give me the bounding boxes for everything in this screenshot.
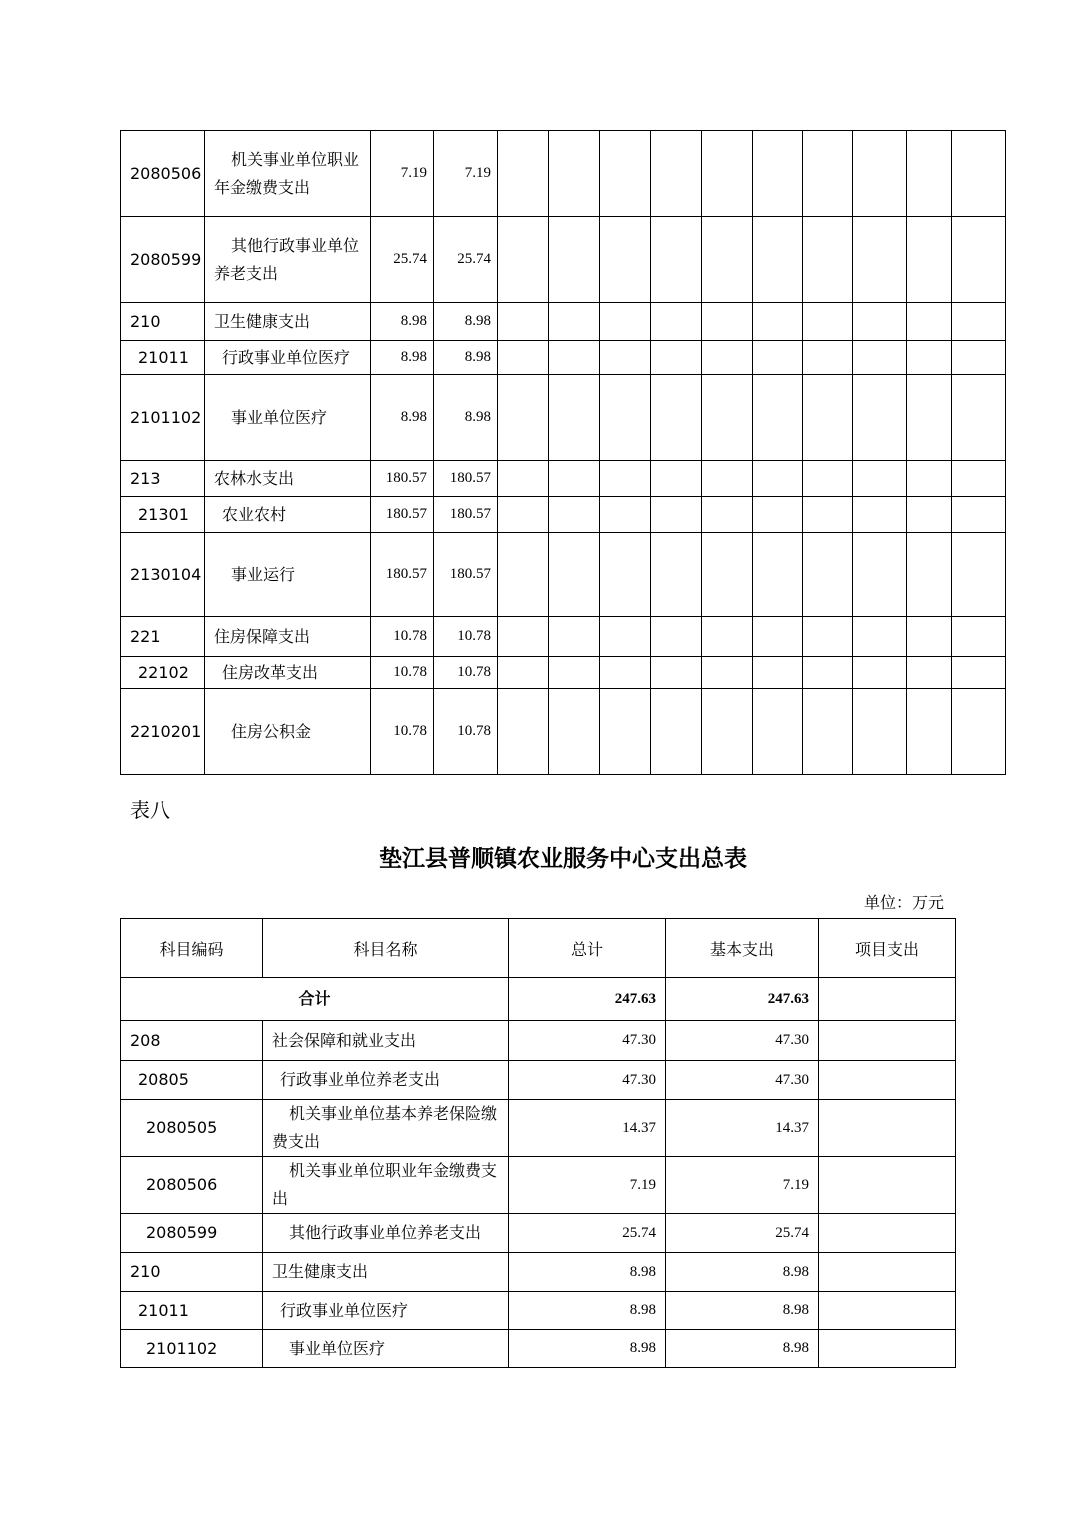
empty-cell xyxy=(907,341,952,375)
row-total: 10.78 xyxy=(371,617,434,657)
empty-cell xyxy=(651,341,702,375)
empty-cell xyxy=(651,533,702,617)
row-name: 事业单位医疗 xyxy=(263,1330,509,1368)
empty-cell xyxy=(952,303,1006,341)
empty-cell xyxy=(549,689,600,775)
table-row xyxy=(121,689,1006,775)
table-row xyxy=(121,533,1006,617)
row-total: 47.30 xyxy=(509,1021,666,1061)
row-basic: 10.78 xyxy=(434,689,498,775)
row-project xyxy=(819,1157,956,1214)
empty-cell xyxy=(702,533,753,617)
header-project: 项目支出 xyxy=(819,919,956,978)
empty-cell xyxy=(853,303,907,341)
empty-cell xyxy=(600,303,651,341)
row-code: 2080599 xyxy=(121,217,205,303)
empty-cell xyxy=(651,461,702,497)
empty-cell xyxy=(907,303,952,341)
row-code: 2101102 xyxy=(121,375,205,461)
table-row xyxy=(121,1330,956,1368)
row-name: 住房保障支出 xyxy=(205,617,371,657)
empty-cell xyxy=(702,617,753,657)
row-code: 213 xyxy=(121,461,205,497)
total-row xyxy=(121,978,956,1021)
empty-cell xyxy=(549,131,600,217)
empty-cell xyxy=(803,303,853,341)
row-name: 机关事业单位职业年金缴费支出 xyxy=(205,131,371,217)
row-total: 47.30 xyxy=(509,1061,666,1100)
empty-cell xyxy=(907,533,952,617)
row-name: 住房公积金 xyxy=(205,689,371,775)
header-code: 科目编码 xyxy=(121,919,263,978)
row-name: 其他行政事业单位养老支出 xyxy=(263,1214,509,1253)
table-row xyxy=(121,1100,956,1157)
empty-cell xyxy=(952,497,1006,533)
empty-cell xyxy=(803,131,853,217)
table-row xyxy=(121,1214,956,1253)
empty-cell xyxy=(549,533,600,617)
empty-cell xyxy=(498,497,549,533)
empty-cell xyxy=(651,497,702,533)
empty-cell xyxy=(952,617,1006,657)
row-code: 2101102 xyxy=(121,1330,263,1368)
empty-cell xyxy=(600,341,651,375)
row-basic: 10.78 xyxy=(434,617,498,657)
empty-cell xyxy=(651,303,702,341)
row-code: 2080599 xyxy=(121,1214,263,1253)
empty-cell xyxy=(803,689,853,775)
empty-cell xyxy=(907,461,952,497)
empty-cell xyxy=(549,461,600,497)
unit-label: 单位：万元 xyxy=(863,893,944,912)
empty-cell xyxy=(600,497,651,533)
row-code: 21011 xyxy=(121,341,205,375)
row-basic: 14.37 xyxy=(666,1100,819,1157)
empty-cell xyxy=(702,689,753,775)
empty-cell xyxy=(549,375,600,461)
table-row xyxy=(121,1253,956,1292)
row-basic: 8.98 xyxy=(434,303,498,341)
empty-cell xyxy=(600,375,651,461)
table-row xyxy=(121,217,1006,303)
row-project xyxy=(819,1100,956,1157)
empty-cell xyxy=(907,497,952,533)
continued-expense-table xyxy=(120,130,1006,775)
empty-cell xyxy=(753,689,803,775)
empty-cell xyxy=(952,375,1006,461)
empty-cell xyxy=(702,131,753,217)
empty-cell xyxy=(803,533,853,617)
header-basic: 基本支出 xyxy=(666,919,819,978)
empty-cell xyxy=(549,341,600,375)
row-name: 住房改革支出 xyxy=(205,657,371,689)
row-total: 8.98 xyxy=(509,1292,666,1330)
empty-cell xyxy=(753,617,803,657)
empty-cell xyxy=(952,689,1006,775)
total-label: 合计 xyxy=(121,978,509,1021)
row-total: 7.19 xyxy=(371,131,434,217)
empty-cell xyxy=(952,341,1006,375)
empty-cell xyxy=(651,217,702,303)
table-row xyxy=(121,1292,956,1330)
row-code: 2080505 xyxy=(121,1100,263,1157)
row-basic: 180.57 xyxy=(434,497,498,533)
row-basic: 25.74 xyxy=(434,217,498,303)
empty-cell xyxy=(498,131,549,217)
empty-cell xyxy=(753,533,803,617)
row-code: 208 xyxy=(121,1021,263,1061)
row-name: 卫生健康支出 xyxy=(263,1253,509,1292)
empty-cell xyxy=(803,497,853,533)
row-basic: 7.19 xyxy=(434,131,498,217)
empty-cell xyxy=(753,131,803,217)
row-basic: 180.57 xyxy=(434,533,498,617)
total-value: 247.63 xyxy=(509,978,666,1021)
total-project xyxy=(819,978,956,1021)
table-row xyxy=(121,1061,956,1100)
row-code: 210 xyxy=(121,1253,263,1292)
empty-cell xyxy=(803,217,853,303)
empty-cell xyxy=(498,217,549,303)
empty-cell xyxy=(498,533,549,617)
empty-cell xyxy=(753,217,803,303)
row-basic: 8.98 xyxy=(434,341,498,375)
row-name: 行政事业单位养老支出 xyxy=(263,1061,509,1100)
row-total: 25.74 xyxy=(371,217,434,303)
empty-cell xyxy=(907,617,952,657)
row-code: 2080506 xyxy=(121,1157,263,1214)
empty-cell xyxy=(853,689,907,775)
row-name: 行政事业单位医疗 xyxy=(263,1292,509,1330)
table-row xyxy=(121,303,1006,341)
page-title: 垫江县普顺镇农业服务中心支出总表 xyxy=(379,846,747,872)
row-total: 180.57 xyxy=(371,461,434,497)
row-basic: 47.30 xyxy=(666,1021,819,1061)
row-total: 14.37 xyxy=(509,1100,666,1157)
empty-cell xyxy=(498,375,549,461)
row-total: 8.98 xyxy=(371,303,434,341)
empty-cell xyxy=(702,341,753,375)
total-basic: 247.63 xyxy=(666,978,819,1021)
row-project xyxy=(819,1021,956,1061)
table-row xyxy=(121,1157,956,1214)
row-name: 事业单位医疗 xyxy=(205,375,371,461)
row-code: 210 xyxy=(121,303,205,341)
empty-cell xyxy=(803,617,853,657)
row-total: 180.57 xyxy=(371,533,434,617)
row-basic: 10.78 xyxy=(434,657,498,689)
row-total: 10.78 xyxy=(371,657,434,689)
row-code: 2080506 xyxy=(121,131,205,217)
row-total: 8.98 xyxy=(509,1330,666,1368)
row-name: 行政事业单位医疗 xyxy=(205,341,371,375)
empty-cell xyxy=(907,131,952,217)
table-row xyxy=(121,461,1006,497)
empty-cell xyxy=(498,689,549,775)
row-code: 221 xyxy=(121,617,205,657)
empty-cell xyxy=(753,341,803,375)
empty-cell xyxy=(549,303,600,341)
empty-cell xyxy=(600,217,651,303)
empty-cell xyxy=(600,657,651,689)
empty-cell xyxy=(651,131,702,217)
empty-cell xyxy=(498,341,549,375)
empty-cell xyxy=(702,375,753,461)
row-project xyxy=(819,1214,956,1253)
row-name: 机关事业单位基本养老保险缴费支出 xyxy=(263,1100,509,1157)
row-project xyxy=(819,1253,956,1292)
row-basic: 7.19 xyxy=(666,1157,819,1214)
empty-cell xyxy=(952,657,1006,689)
table-header-row xyxy=(121,919,956,978)
row-basic: 8.98 xyxy=(666,1330,819,1368)
empty-cell xyxy=(549,497,600,533)
empty-cell xyxy=(853,497,907,533)
empty-cell xyxy=(907,689,952,775)
row-code: 21301 xyxy=(121,497,205,533)
table-row xyxy=(121,341,1006,375)
empty-cell xyxy=(549,657,600,689)
empty-cell xyxy=(853,533,907,617)
empty-cell xyxy=(907,657,952,689)
empty-cell xyxy=(803,341,853,375)
row-total: 8.98 xyxy=(371,375,434,461)
row-name: 机关事业单位职业年金缴费支出 xyxy=(263,1157,509,1214)
row-basic: 8.98 xyxy=(666,1292,819,1330)
row-name: 卫生健康支出 xyxy=(205,303,371,341)
empty-cell xyxy=(600,131,651,217)
empty-cell xyxy=(907,375,952,461)
empty-cell xyxy=(651,617,702,657)
table-row xyxy=(121,131,1006,217)
empty-cell xyxy=(853,375,907,461)
empty-cell xyxy=(600,689,651,775)
empty-cell xyxy=(498,657,549,689)
row-total: 10.78 xyxy=(371,689,434,775)
empty-cell xyxy=(952,533,1006,617)
row-basic: 25.74 xyxy=(666,1214,819,1253)
row-code: 2210201 xyxy=(121,689,205,775)
empty-cell xyxy=(702,461,753,497)
empty-cell xyxy=(651,657,702,689)
row-project xyxy=(819,1292,956,1330)
empty-cell xyxy=(907,217,952,303)
empty-cell xyxy=(702,217,753,303)
empty-cell xyxy=(853,617,907,657)
empty-cell xyxy=(600,461,651,497)
row-code: 22102 xyxy=(121,657,205,689)
empty-cell xyxy=(702,657,753,689)
row-total: 7.19 xyxy=(509,1157,666,1214)
table-label: 表八 xyxy=(130,798,170,822)
table-row xyxy=(121,617,1006,657)
header-total: 总计 xyxy=(509,919,666,978)
empty-cell xyxy=(853,217,907,303)
empty-cell xyxy=(702,497,753,533)
row-code: 21011 xyxy=(121,1292,263,1330)
row-project xyxy=(819,1061,956,1100)
row-name: 农业农村 xyxy=(205,497,371,533)
row-name: 农林水支出 xyxy=(205,461,371,497)
row-project xyxy=(819,1330,956,1368)
empty-cell xyxy=(498,303,549,341)
row-code: 2130104 xyxy=(121,533,205,617)
row-total: 180.57 xyxy=(371,497,434,533)
header-name: 科目名称 xyxy=(263,919,509,978)
row-name: 事业运行 xyxy=(205,533,371,617)
empty-cell xyxy=(803,461,853,497)
table-row xyxy=(121,1021,956,1061)
row-basic: 47.30 xyxy=(666,1061,819,1100)
row-total: 8.98 xyxy=(371,341,434,375)
row-basic: 8.98 xyxy=(434,375,498,461)
row-basic: 180.57 xyxy=(434,461,498,497)
empty-cell xyxy=(498,617,549,657)
empty-cell xyxy=(753,657,803,689)
empty-cell xyxy=(651,375,702,461)
row-total: 8.98 xyxy=(509,1253,666,1292)
empty-cell xyxy=(853,341,907,375)
empty-cell xyxy=(753,303,803,341)
empty-cell xyxy=(803,375,853,461)
empty-cell xyxy=(952,217,1006,303)
table-row xyxy=(121,657,1006,689)
empty-cell xyxy=(952,131,1006,217)
row-basic: 8.98 xyxy=(666,1253,819,1292)
empty-cell xyxy=(549,617,600,657)
empty-cell xyxy=(853,657,907,689)
empty-cell xyxy=(853,131,907,217)
empty-cell xyxy=(803,657,853,689)
empty-cell xyxy=(753,497,803,533)
empty-cell xyxy=(753,461,803,497)
table-row xyxy=(121,375,1006,461)
empty-cell xyxy=(600,617,651,657)
empty-cell xyxy=(702,303,753,341)
expense-summary-table xyxy=(120,918,956,1368)
row-name: 其他行政事业单位养老支出 xyxy=(205,217,371,303)
row-total: 25.74 xyxy=(509,1214,666,1253)
row-name: 社会保障和就业支出 xyxy=(263,1021,509,1061)
empty-cell xyxy=(600,533,651,617)
empty-cell xyxy=(853,461,907,497)
table-row xyxy=(121,497,1006,533)
empty-cell xyxy=(651,689,702,775)
empty-cell xyxy=(498,461,549,497)
row-code: 20805 xyxy=(121,1061,263,1100)
empty-cell xyxy=(549,217,600,303)
empty-cell xyxy=(753,375,803,461)
empty-cell xyxy=(952,461,1006,497)
